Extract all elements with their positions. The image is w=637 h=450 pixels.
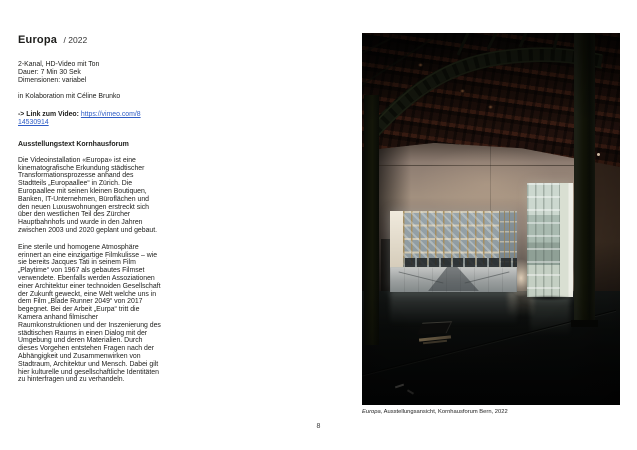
body-paragraph-2: Eine sterile und homogene Atmosphäre erinnert an eine einzigartige Filmkulisse – wie sie bereits Jacques Tati in seinem Film „Playtime“ von 1967 als gebautes Filmset verwendete. Ebenfalls werden Assoziationen einer Architektur einer technoiden Gesellschaft der Zukunft geweckt, eine Welt welche uns in dem Film „Blade Runner 2049“ von 2017 begegnet. Bei der Arbeit „Eurpa“ tritt die Kamera anhand filmischer Raumkonstruktionen und der Inszenierung des städtischen Raums in einen Dialog mit der Umgebung und deren Materialien. Durch dieses Vorgehen entstehen Fragen nach der Abhängigkeit und Zusammenwirken von Stadtraum, Architektur und Mensch. Dabei gilt hier kulturelle und gesellschaftliche Identitäten zu hinterfragen und zu verhandeln. — [18, 243, 161, 384]
photo-side-projection-panel — [527, 183, 573, 297]
screen-building-facade — [403, 211, 499, 265]
vimeo-link[interactable]: https://vimeo.com/814530914 — [18, 111, 141, 126]
photo-bench — [416, 319, 454, 349]
exhibition-photo — [362, 33, 620, 405]
collaboration-note: in Kolaboration mit Céline Brunko — [18, 93, 121, 101]
photo-right-steel-column — [574, 33, 595, 323]
caption-artwork-title: Europa — [362, 409, 381, 415]
photo-left-steel-column — [364, 95, 379, 345]
artwork-year: / 2022 — [63, 35, 88, 45]
photo-wall-highlight-dot — [597, 153, 600, 156]
text-column — [18, 30, 162, 384]
figure-caption — [362, 409, 508, 415]
artwork-specs — [18, 61, 162, 84]
bench-top — [417, 321, 453, 335]
body-paragraph-1: Die Videoinstallation «Europa» ist eine kinematografische Erkundung städtischer Transformationsprozesse anhand des Stadtteils „Europaallee“ in Zürich. Die Europaallee mit seinen kleinen Boutiquen, Banken, IT-Unternehmen, Büroflächen und den neuen Luxuswohnungen erstreckt sich über den westlichen Teil des Zürcher Hauptbahnhofs und wurde in den Jahren zwischen 2003 und 2020 geplant und gebaut. — [18, 156, 158, 234]
screen-ground-floor — [403, 258, 517, 267]
spec-line-duration: Dauer: 7 Min 30 Sek — [18, 68, 81, 76]
artwork-title: Europa — [18, 34, 58, 46]
spec-line-dimensions: Dimensionen: variabel — [18, 76, 87, 84]
section-heading: Ausstellungstext Kornhausforum — [18, 140, 129, 148]
page-title — [18, 30, 162, 48]
page-number: 8 — [316, 423, 321, 430]
video-link-label: -> Link zum Video: — [18, 111, 81, 119]
video-link-line — [18, 111, 144, 127]
photo-projection-screen — [390, 211, 517, 291]
bench-base — [423, 340, 447, 344]
caption-text: , Ausstellungsansicht, Kornhausforum Bern, 2022 — [380, 409, 508, 415]
spec-line-format: 2-Kanal, HD-Video mit Ton — [18, 61, 100, 68]
